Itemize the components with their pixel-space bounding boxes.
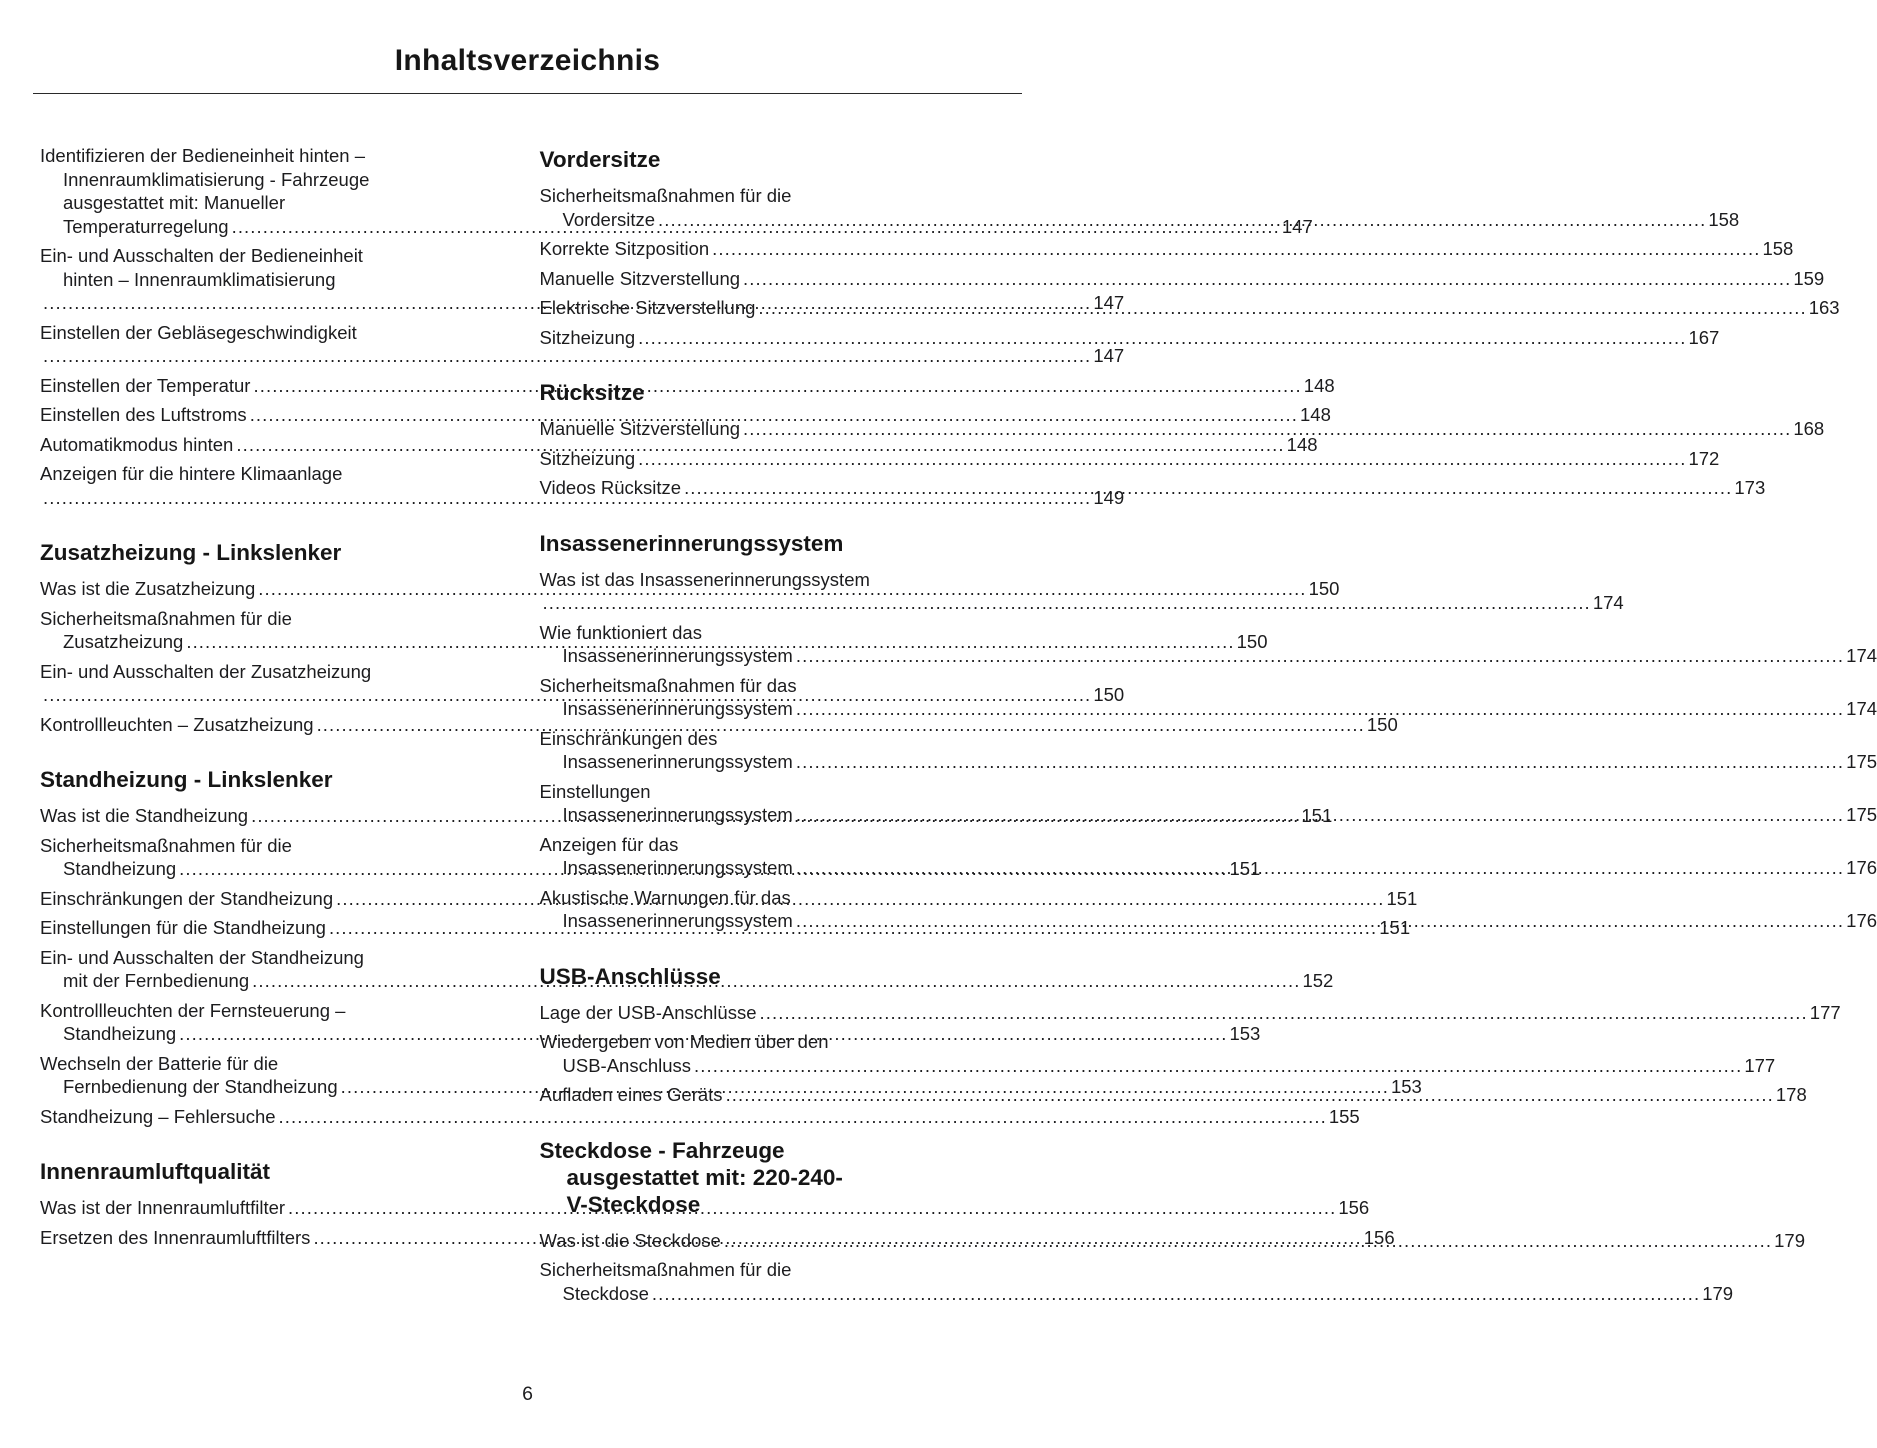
toc-entry-leader: [40, 713, 1398, 737]
toc-entry-leader: [540, 1282, 1734, 1306]
toc-entry: [539, 267, 1825, 291]
toc-entry-line: Identifizieren der Bedieneinheit hinten –: [40, 145, 366, 166]
toc-entry-line: hinten – Innenraumklimatisierung: [63, 268, 336, 290]
toc-entry: [539, 1001, 1841, 1025]
toc-entry-text: Korrekte Sitzposition: [539, 238, 710, 259]
footer-page-number: 6: [522, 1383, 533, 1405]
toc-page-number: 153: [1229, 1023, 1261, 1044]
toc-entry-text: Ersetzen des Innenraumluftfilters: [40, 1226, 311, 1248]
section-heading-line: Vordersitze: [539, 147, 661, 172]
toc-page-number: 174: [1592, 592, 1624, 613]
toc-entry-line: Anzeigen für das: [539, 833, 679, 855]
toc-entry-text: Manuelle Sitzverstellung: [539, 267, 741, 289]
toc-entry-text: Kontrollleuchten – Zusatzheizung: [40, 713, 314, 735]
toc-page-number: 150: [1366, 713, 1398, 735]
toc-page-number: 167: [1688, 326, 1720, 348]
toc-page-number: 159: [1793, 267, 1825, 289]
toc-entry-text: Einstellen des Luftstroms: [40, 404, 247, 425]
toc-page-number: 174: [1846, 645, 1877, 666]
toc-page-number: 148: [1303, 374, 1335, 396]
section-heading: [540, 530, 988, 557]
toc-page-number: 150: [1093, 684, 1125, 705]
toc-entry: [40, 403, 1331, 427]
toc-entry-text: Temperaturregelung: [63, 215, 229, 237]
toc-entry-text: Was ist die Zusatzheizung: [40, 578, 256, 599]
dot-leader: [658, 209, 1706, 230]
section-heading-line: ausgestattet mit: 220-240-: [566, 1164, 843, 1190]
section-heading-line: Standheizung - Linkslenker: [40, 767, 333, 792]
toc-entry-leader: [539, 417, 1825, 441]
toc-entry-leader: [40, 403, 1331, 427]
toc-entry: [539, 417, 1825, 441]
toc-entry-text: Videos Rücksitze: [539, 477, 682, 498]
toc-entry-text: Standheizung – Fehlersuche: [40, 1105, 276, 1127]
toc-entry-line: Einstellen der Gebläsegeschwindigkeit: [40, 321, 357, 343]
dot-leader: [796, 857, 1844, 878]
toc-entry-leader: [540, 1054, 1776, 1078]
dot-leader: [638, 327, 1686, 348]
toc-page-number: 155: [1328, 1105, 1360, 1127]
dot-leader: [759, 1002, 1807, 1023]
toc-page-number: 158: [1762, 238, 1794, 259]
toc-entry: [40, 1105, 1360, 1129]
dot-leader: [796, 910, 1844, 931]
toc-entry-leader: [40, 433, 1318, 457]
dot-leader: [743, 418, 1791, 439]
toc-entry-line: Sicherheitsmaßnahmen für das: [539, 674, 797, 696]
toc-entry-text: Insassenerinnerungssystem: [562, 857, 793, 878]
toc-entry-leader: [539, 326, 1720, 350]
toc-page-number: 147: [1093, 345, 1125, 366]
toc-entry-text: mit der Fernbedienung: [63, 970, 250, 991]
toc-entry-line: Kontrollleuchten der Fernsteuerung –: [40, 999, 346, 1021]
toc-page-number: 149: [1093, 486, 1125, 508]
toc-page-number: 177: [1744, 1054, 1776, 1076]
toc-page-number: 152: [1302, 970, 1334, 991]
toc-entry-line: Anzeigen für die hintere Klimaanlage: [40, 463, 343, 484]
toc-page-number: 172: [1688, 447, 1720, 469]
toc-entry-text: Steckdose: [562, 1282, 649, 1304]
toc-page-number: 174: [1846, 698, 1877, 719]
toc-entry-leader: [539, 267, 1825, 291]
toc-entry: [40, 713, 1398, 737]
toc-page-number: 179: [1774, 1229, 1805, 1251]
dot-leader: [724, 1230, 1772, 1251]
toc-entry-line: ausgestattet mit: Manueller: [63, 192, 286, 213]
toc-page-number: 163: [1808, 297, 1840, 318]
toc-entry: [539, 727, 1877, 774]
dot-leader: [543, 592, 1591, 613]
toc-entry-leader: [539, 447, 1720, 471]
toc-page-number: 177: [1809, 1001, 1841, 1023]
toc-entry-text: USB-Anschluss: [562, 1054, 692, 1076]
toc-columns: [40, 144, 1877, 1311]
toc-page-number: 150: [1236, 631, 1268, 652]
dot-leader: [758, 297, 1806, 318]
dot-leader: [694, 1055, 1742, 1076]
toc-page-number: 178: [1775, 1084, 1807, 1105]
dot-leader: [796, 751, 1844, 772]
toc-entry-line: Ein- und Ausschalten der Standheizung: [40, 946, 364, 968]
toc-entry-line: Ein- und Ausschalten der Bedieneinheit: [40, 245, 363, 266]
toc-entry-text: Insassenerinnerungssystem: [562, 910, 793, 931]
toc-page-number: 175: [1846, 751, 1877, 772]
toc-page-number: 148: [1286, 433, 1318, 455]
toc-entry-leader: [40, 344, 1125, 368]
toc-entry-text: Vordersitze: [562, 208, 656, 230]
dot-leader: [743, 268, 1791, 289]
toc-entry-line: Sicherheitsmaßnahmen für die: [539, 1259, 792, 1280]
toc-page-number: 150: [1308, 578, 1340, 599]
section-heading: [540, 379, 988, 406]
toc-entry-text: Zusatzheizung: [63, 631, 184, 652]
toc-entry-text: Standheizung: [63, 858, 177, 879]
toc-entry-text: Insassenerinnerungssystem: [562, 698, 793, 719]
section-heading: [40, 539, 488, 566]
toc-entry-line: Einstellungen: [539, 780, 651, 802]
toc-entry-line: Ein- und Ausschalten der Zusatzheizung: [40, 660, 372, 682]
section-heading-line: Steckdose - Fahrzeuge: [539, 1137, 785, 1163]
toc-page-number: 151: [1386, 887, 1418, 909]
section-heading: [40, 766, 488, 793]
toc-entry-text: Aufladen eines Geräts: [539, 1084, 723, 1105]
toc-page-number: 151: [1301, 805, 1333, 826]
toc-entry-leader: [540, 591, 1624, 615]
dot-leader: [796, 645, 1844, 666]
toc-entry: [539, 447, 1720, 471]
toc-page-number: 151: [1379, 917, 1411, 938]
toc-page-number: 151: [1229, 858, 1261, 879]
toc-entry: [40, 433, 1318, 457]
toc-page-number: 168: [1793, 418, 1825, 439]
toc-page-number: 179: [1702, 1282, 1734, 1304]
toc-entry-line: Einschränkungen des: [539, 727, 718, 749]
dot-leader: [796, 804, 1844, 825]
toc-entry-text: Sitzheizung: [539, 326, 636, 348]
dot-leader: [712, 238, 1760, 259]
toc-entry-line: Innenraumklimatisierung - Fahrzeuge: [63, 168, 370, 190]
toc-entry-text: Einstellen der Temperatur: [40, 374, 251, 396]
toc-entry-line: Was ist das Insassenerinnerungssystem: [539, 568, 870, 590]
page-title: Inhaltsverzeichnis: [394, 44, 661, 77]
toc-page-number: 147: [1093, 292, 1125, 313]
toc-page-number: 147: [1281, 215, 1313, 237]
section-heading-line: USB-Anschlüsse: [539, 963, 721, 989]
toc-entry-line: Wiedergeben von Medien über den: [539, 1031, 829, 1052]
toc-entry: [539, 1258, 1734, 1305]
toc-entry-text: Lage der USB-Anschlüsse: [539, 1001, 757, 1023]
toc-entry-leader: [40, 1105, 1360, 1129]
toc-entry-text: Insassenerinnerungssystem: [562, 804, 793, 825]
toc-entry-text: Elektrische Sitzverstellung: [539, 297, 756, 318]
toc-page-number: 156: [1338, 1197, 1370, 1218]
toc-entry-text: Was ist der Innenraumluftfilter: [40, 1197, 286, 1218]
toc-entry-leader: [540, 697, 1877, 721]
toc-entry-text: Sitzheizung: [539, 447, 636, 469]
dot-leader: [726, 1084, 1774, 1105]
toc-entry-line: Sicherheitsmaßnahmen für die: [40, 607, 292, 629]
toc-entry-line: Wechseln der Batterie für die: [40, 1052, 279, 1074]
toc-entry-text: Fernbedienung der Standheizung: [63, 1076, 338, 1097]
toc-entry-text: Einstellungen für die Standheizung: [40, 917, 326, 938]
title-divider: [33, 93, 1022, 94]
toc-page-number: 153: [1390, 1076, 1422, 1097]
dot-leader: [684, 477, 1732, 498]
toc-entry-leader: [539, 1001, 1841, 1025]
section-heading-line: Rücksitze: [539, 380, 645, 405]
toc-page-number: 176: [1846, 857, 1877, 878]
toc-entry-text: Manuelle Sitzverstellung: [539, 418, 741, 439]
toc-entry-line: Wie funktioniert das: [539, 621, 702, 643]
toc-entry: [539, 326, 1720, 350]
toc-entry-line: Sicherheitsmaßnahmen für die: [40, 834, 292, 856]
section-heading-line: Insassenerinnerungssystem: [539, 530, 844, 556]
dot-leader: [796, 698, 1844, 719]
toc-page-number: 148: [1300, 404, 1331, 425]
section-heading: [540, 1137, 988, 1218]
toc-page-number: 173: [1734, 477, 1766, 498]
toc-entry-leader: [539, 237, 1794, 261]
dot-leader: [638, 448, 1686, 469]
toc-page-number: 175: [1846, 804, 1877, 825]
section-heading: [40, 1158, 488, 1185]
toc-entry-text: Standheizung: [63, 1023, 177, 1044]
toc-entry-text: Automatikmodus hinten: [40, 433, 234, 455]
toc-entry-leader: [540, 750, 1877, 774]
toc-entry-text: Was ist die Steckdose: [539, 1229, 721, 1251]
toc-entry-line: Sicherheitsmaßnahmen für die: [539, 185, 792, 206]
toc-page-number: 158: [1708, 208, 1740, 230]
toc-entry-text: Insassenerinnerungssystem: [562, 751, 793, 772]
toc-entry-leader: [540, 644, 1877, 668]
toc-entry-text: Insassenerinnerungssystem: [562, 645, 793, 666]
dot-leader: [652, 1283, 1700, 1304]
section-heading-line: Zusatzheizung - Linkslenker: [40, 540, 342, 565]
toc-page-number: 176: [1846, 910, 1877, 931]
section-heading-line: V-Steckdose: [566, 1191, 701, 1217]
section-heading: [540, 146, 988, 173]
section-heading: [540, 963, 988, 990]
toc-entry: [539, 237, 1794, 261]
section-heading-line: Innenraumluftqualität: [40, 1159, 270, 1184]
toc-page-number: 156: [1363, 1226, 1395, 1248]
toc-entry-text: Was ist die Standheizung: [40, 805, 249, 826]
toc-entry-text: Einschränkungen der Standheizung: [40, 887, 334, 909]
toc-entry-line: Akustische Warnungen für das: [539, 886, 791, 908]
